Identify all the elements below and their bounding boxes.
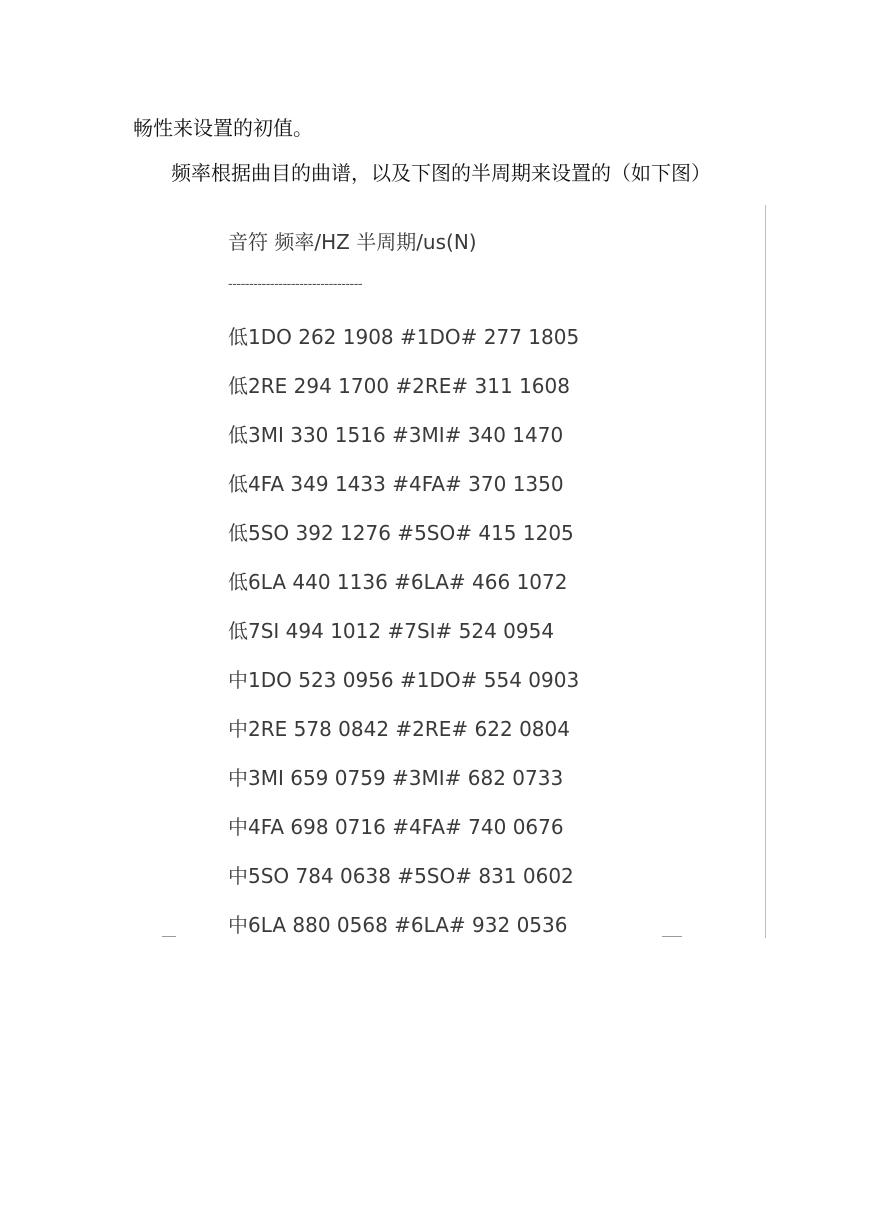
paragraph-continuation: 畅性来设置的初值。 <box>133 116 313 140</box>
table-row: 低5SO 392 1276 #5SO# 415 1205 <box>228 521 574 545</box>
figure-header: 音符 频率/HZ 半周期/us(N) <box>228 230 477 254</box>
table-row: 低4FA 349 1433 #4FA# 370 1350 <box>228 472 564 496</box>
note-frequency-figure <box>160 205 768 938</box>
table-row: 中3MI 659 0759 #3MI# 682 0733 <box>228 766 564 790</box>
table-row: 低7SI 494 1012 #7SI# 524 0954 <box>228 619 555 643</box>
table-row: 中4FA 698 0716 #4FA# 740 0676 <box>228 815 564 839</box>
table-row: 低6LA 440 1136 #6LA# 466 1072 <box>228 570 568 594</box>
figure-right-border <box>765 205 766 938</box>
figure-corner-mark-right <box>662 936 682 937</box>
paragraph-frequency-note: 频率根据曲目的曲谱，以及下图的半周期来设置的（如下图） <box>171 161 711 185</box>
table-row: 低3MI 330 1516 #3MI# 340 1470 <box>228 423 564 447</box>
figure-separator: -------------------------------- <box>228 277 363 292</box>
table-row: 中6LA 880 0568 #6LA# 932 0536 <box>228 913 568 937</box>
table-row: 低2RE 294 1700 #2RE# 311 1608 <box>228 374 570 398</box>
table-row: 中2RE 578 0842 #2RE# 622 0804 <box>228 717 570 741</box>
table-row: 中5SO 784 0638 #5SO# 831 0602 <box>228 864 574 888</box>
note-table <box>228 326 579 963</box>
table-row: 中1DO 523 0956 #1DO# 554 0903 <box>228 668 580 692</box>
table-row: 低1DO 262 1908 #1DO# 277 1805 <box>228 325 580 349</box>
figure-corner-mark-left <box>162 936 176 937</box>
